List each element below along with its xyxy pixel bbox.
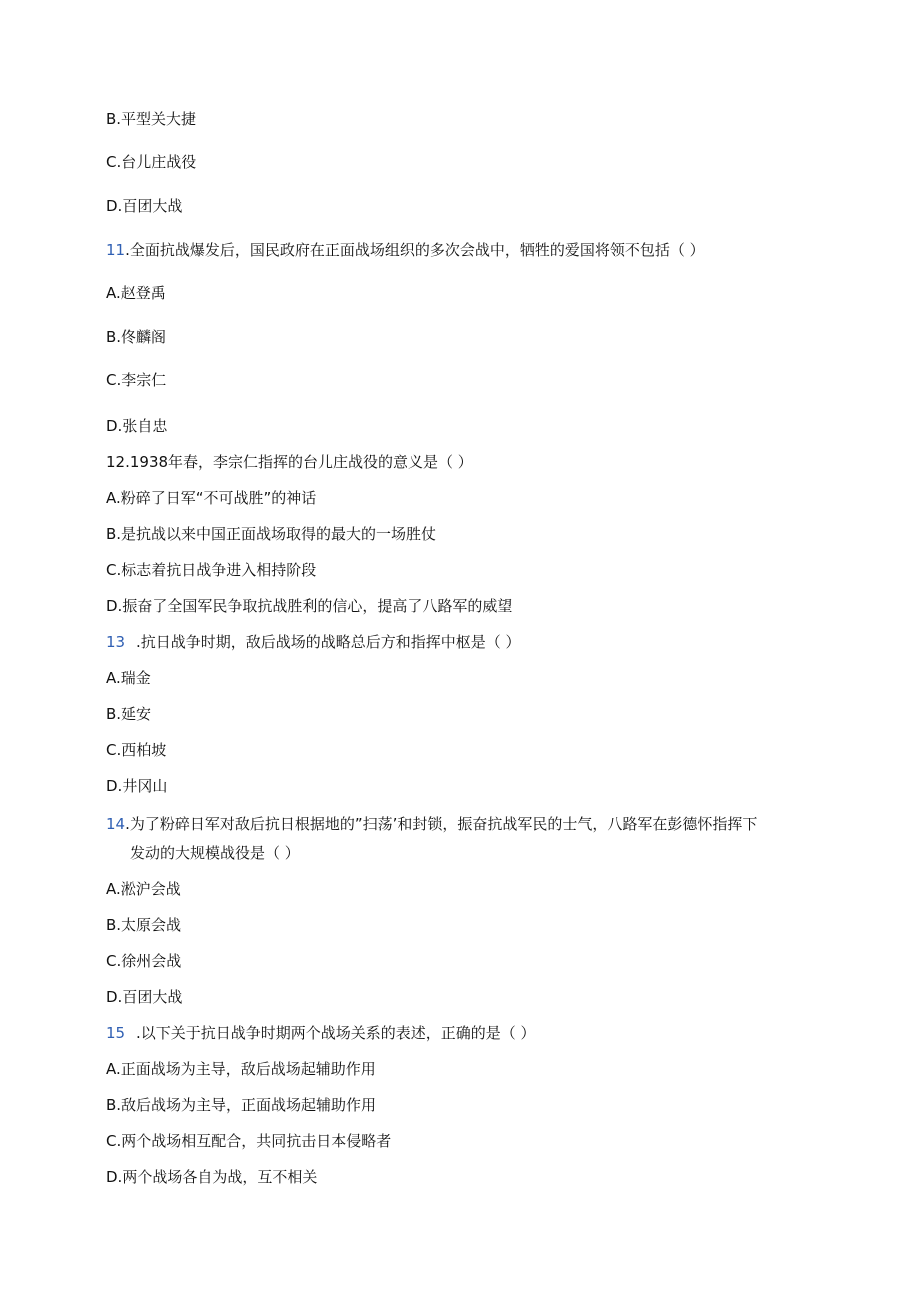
q14-option-b: B.太原会战 — [106, 916, 182, 934]
q13-option-b: B.延安 — [106, 705, 152, 723]
q14-option-a: A.淞沪会战 — [106, 880, 181, 898]
q12-option-a: A.粉碎了日军“不可战胜”的神话 — [106, 489, 317, 507]
q12-option-c: C.标志着抗日战争进入相持阶段 — [106, 561, 317, 579]
prev-option-c: C.台儿庄战役 — [106, 153, 197, 171]
q12-option-b: B.是抗战以来中国正面战场取得的最大的一场胜仗 — [106, 525, 437, 543]
q14-option-d: D.百团大战 — [106, 988, 183, 1006]
q11-option-c: C.李宗仁 — [106, 371, 167, 389]
question-14-continuation: 发动的大规模战役是（ ） — [130, 844, 300, 862]
question-14 — [106, 814, 757, 834]
question-number: 11 — [106, 241, 126, 259]
prev-option-d: D.百团大战 — [106, 197, 183, 215]
question-number: 13 — [106, 633, 126, 651]
question-stem: .以下关于抗日战争时期两个战场关系的表述，正确的是（ ） — [136, 1024, 536, 1042]
question-stem: .为了粉碎日军对敌后抗日根据地的”扫荡’和封锁，振奋抗战军民的士气，八路军在彭德怀指挥下 — [125, 815, 758, 833]
q11-option-a: A.赵登禹 — [106, 284, 166, 302]
question-number: 15 — [106, 1024, 126, 1042]
q11-option-b: B.佟麟阁 — [106, 328, 167, 346]
prev-option-b: B.平型关大捷 — [106, 110, 197, 128]
q14-option-c: C.徐州会战 — [106, 952, 182, 970]
question-12: 12.1938年春，李宗仁指挥的台儿庄战役的意义是（ ） — [106, 453, 473, 471]
q15-option-a: A.正面战场为主导，敌后战场起辅助作用 — [106, 1060, 376, 1078]
question-stem: .全面抗战爆发后，国民政府在正面战场组织的多次会战中，牺牲的爱国将领不包括（ ） — [125, 241, 705, 259]
q13-option-a: A.瑞金 — [106, 669, 151, 687]
q15-option-b: B.敌后战场为主导，正面战场起辅助作用 — [106, 1096, 377, 1114]
q13-option-c: C.西柏坡 — [106, 741, 167, 759]
q15-option-c: C.两个战场相互配合，共同抗击日本侵略者 — [106, 1132, 392, 1150]
question-15 — [106, 1023, 536, 1043]
question-stem: .抗日战争时期，敌后战场的战略总后方和指挥中枢是（ ） — [136, 633, 521, 651]
q15-option-d: D.两个战场各自为战，互不相关 — [106, 1168, 318, 1186]
q13-option-d: D.井冈山 — [106, 777, 168, 795]
question-number: 14 — [106, 815, 126, 833]
q12-option-d: D.振奋了全国军民争取抗战胜利的信心，提高了八路军的威望 — [106, 597, 513, 615]
q11-option-d: D.张自忠 — [106, 417, 168, 435]
question-11 — [106, 240, 705, 260]
question-13 — [106, 632, 521, 652]
